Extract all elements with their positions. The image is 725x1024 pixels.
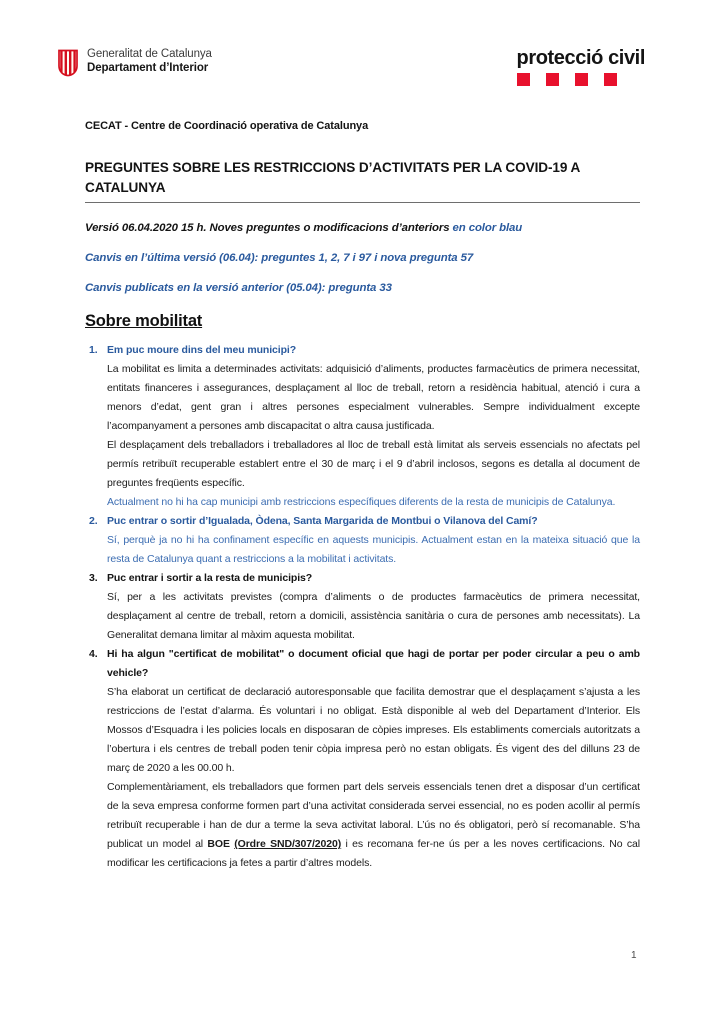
text-segment: Complementàriament, els treballadors que formen part dels serveis essencials tenen dret a disposar d’un certificat de la seva empresa conforme formen part d’una activitat considerada servei essencial, no es poden acollir al permís retribuït recuperable i han de dur a terme la seva activitat laboral. L’ús no és obligatori, però sí recomanable. S’ha publicat un model al [107,781,640,850]
title-rule [85,202,640,203]
senyera-shield-icon [57,49,79,82]
answer-paragraph [107,683,640,778]
question-content [107,645,640,873]
red-square-icon [546,73,559,86]
question-title: Hi ha algun "certificat de mobilitat" o document oficial que hagi de portar per poder circular a peu o amb vehicle? [107,648,640,679]
question-item [85,341,640,512]
version-line [85,219,640,238]
answer-paragraph [107,778,640,873]
answer-paragraph [107,360,640,436]
answer-paragraph [107,436,640,493]
text-segment: Sí, per a les activitats previstes (compra d’aliments o de productes farmacèutics de primera necessitat, desplaçament al centre de treball, retorn a domicili, assistència sanitària o cura de persones amb necessitats). La Generalitat demana limitar al màxim aquesta mobilitat. [107,591,640,641]
text-segment: Canvis publicats en la versió anterior (05.04): pregunta 33 [85,282,392,294]
page-title: PREGUNTES SOBRE LES RESTRICCIONS D’ACTIVITATS PER LA COVID-19 A CATALUNYA [85,160,580,195]
generalitat-dept-name: Departament d’Interior [87,61,209,74]
text-segment: BOE [207,838,235,850]
question-number: 1. [89,344,98,356]
generalitat-org-name: Generalitat de Catalunya [87,48,212,60]
question-item [85,645,640,873]
question-content [107,569,640,645]
version-line [85,279,640,298]
answer-paragraph [107,588,640,645]
question-number: 2. [89,515,98,527]
generalitat-logo-text [87,48,212,75]
answer-paragraph [107,493,640,512]
text-segment: Actualment no hi ha cap municipi amb restriccions específiques diferents de la resta de municipis de Catalunya. [107,496,616,508]
text-segment: en color blau [452,222,523,234]
question-number: 4. [89,648,98,660]
section-heading-mobilitat: Sobre mobilitat [85,312,203,330]
question-content [107,341,640,512]
page-number: 1 [631,950,637,961]
text-segment: S’ha elaborat un certificat de declaració autoresponsable que facilita demostrar que el desplaçament s’ajusta a les restriccions de l’estat d’alarma. És voluntari i no obligat. Està disponible al web del Departament d’Interior. Els Mossos d’Esquadra i les policies locals en disposaran de còpies impreses. Els establiments comercials autoritzats a l’obertura i els centres de treball poden tenir còpia impresa però no estan obligats. És vigent des del dilluns 23 de març de 2020 a les 00.00 h. [107,686,640,774]
text-segment: El desplaçament dels treballadors i treballadores al lloc de treball està limitat als serveis essencials no afectats pel permís retribuït recuperable establert entre el 30 de març i el 9 d’abril inclosos, segons es detalla al document de preguntes freqüents específic. [107,439,640,489]
version-lines [85,219,640,298]
question-number: 3. [89,572,98,584]
text-segment: Canvis en l’última versió (06.04): preguntes 1, 2, 7 i 97 i nova pregunta 57 [85,252,474,264]
question-item [85,569,640,645]
answer-paragraph [107,531,640,569]
text-segment: Versió 06.04.2020 15 h. Noves preguntes o modificacions d’anteriors [85,222,453,234]
question-title: Puc entrar o sortir d’Igualada, Òdena, Santa Margarida de Montbui o Vilanova del Camí? [107,515,538,527]
text-segment: La mobilitat es limita a determinades activitats: adquisició d’aliments, productes farmacèutics de primera necessitat, entitats financeres i assegurances, desplaçament al lloc de treball, retorn a residència habitual, atenció i cura a menors d’edat, gent gran i altres persones especialment vulnerables. Sempre individualment excepte l’acompanyament a persones amb discapacitat o altra causa justificada. [107,363,640,432]
proteccio-civil-label: protecció civil [516,47,645,69]
question-title: Puc entrar i sortir a la resta de municipis? [107,572,313,584]
version-line [85,249,640,268]
red-square-icon [517,73,530,86]
page-header [57,48,668,104]
question-title: Em puc moure dins del meu municipi? [107,344,297,356]
red-square-icon [604,73,617,86]
proteccio-squares [517,73,646,86]
question-item [85,512,640,569]
boe-ordre-link[interactable]: (Ordre SND/307/2020) [234,838,342,850]
question-list [85,341,640,873]
text-segment: i es recomana fer-ne ús per a les noves certificacions. No cal modificar les certificacions ja fetes a partir d’altres models. [107,838,640,869]
red-square-icon [575,73,588,86]
text-segment: Sí, perquè ja no hi ha confinament específic en aquests municipis. Actualment estan en la mateixa situació que la resta de Catalunya quant a restriccions a la mobilitat i activitats. [107,534,640,565]
generalitat-logo [57,48,212,82]
cecat-subtitle: CECAT - Centre de Coordinació operativa de Catalunya [85,120,369,132]
proteccio-civil-logo [517,48,646,86]
question-content [107,512,640,569]
